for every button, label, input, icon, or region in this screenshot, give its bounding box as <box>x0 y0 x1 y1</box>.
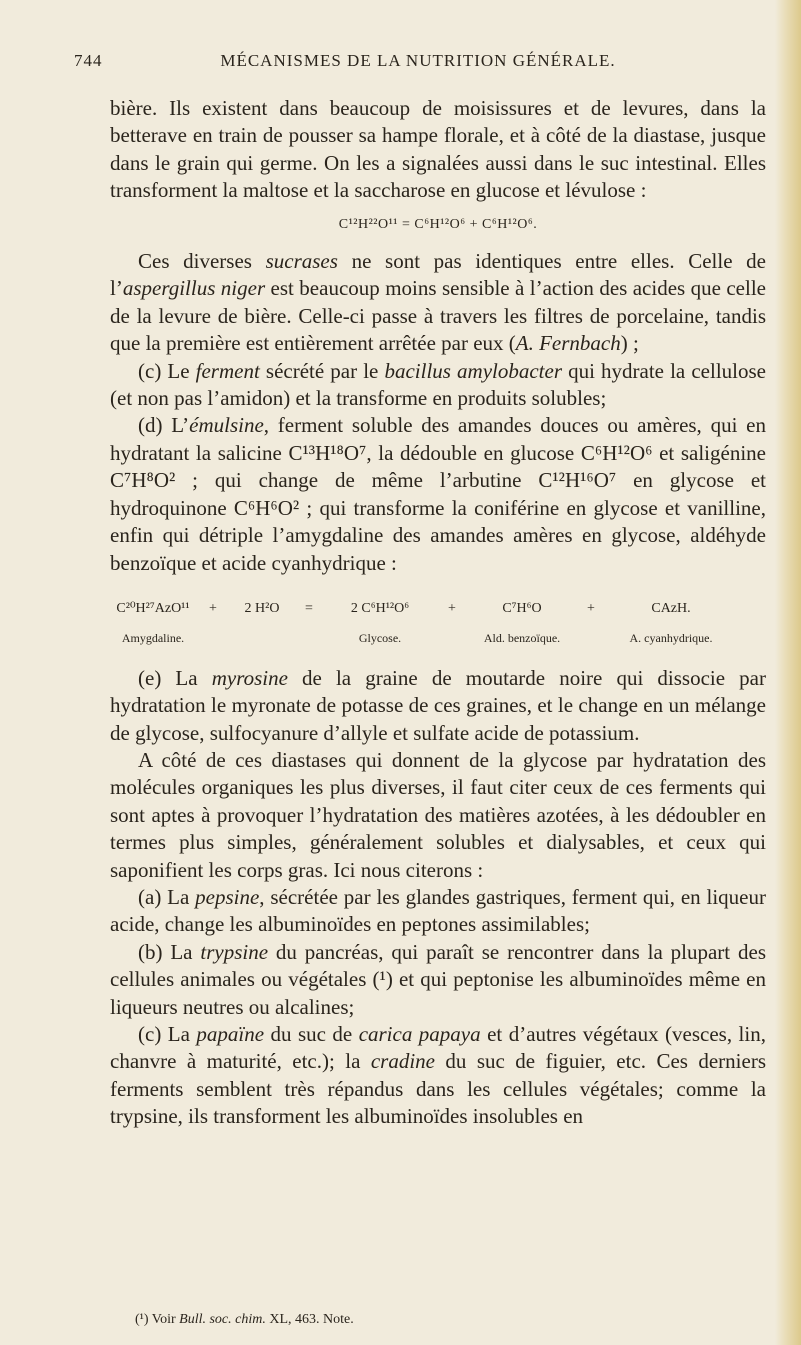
body-text <box>110 95 766 1131</box>
journal-title: Bull. soc. chim. <box>179 1312 266 1327</box>
text-run: Ces diverses <box>138 249 266 274</box>
eq-term <box>110 595 196 653</box>
formula-sucrose: C¹²H²²O¹¹ = C⁶H¹²O⁶ + C⁶H¹²O⁶. <box>338 216 538 232</box>
term-emulsine: émulsine <box>189 413 264 438</box>
text-run: , sécrétée par les glandes gastriques, ferment qui, en liqueur acide, change les albuminoïdes en peptones assimilables; <box>110 884 766 937</box>
paragraph-e-myrosine <box>110 665 766 747</box>
text-run: de la graine de moutarde noire qui dissocie par hydratation le myronate de potasse de ces graines, et le change en un mélange de glycose, sulfocyanure d’allyle et sulfate acide de potassium. <box>110 665 766 745</box>
paragraph-diastases: A côté de ces diastases qui donnent de la glycose par hydratation des molécules organiques les plus diverses, il faut citer ceux de ces ferments qui sont aptes à provoquer l’hydratation des matières azotées, à les dédoubler en termes plus simples, généralement solubles et dialysables, et ceux qui saponifient les corps gras. Ici nous citerons : <box>110 747 766 882</box>
term-ferment: ferment <box>195 358 260 383</box>
eq-operator: + <box>209 600 217 616</box>
term-sucrases: sucrases <box>265 249 338 274</box>
term-trypsine: trypsine <box>200 939 269 964</box>
equation-amygdaline <box>110 595 766 653</box>
text-run: du suc de <box>264 1022 359 1046</box>
text-run: (d) L’ <box>138 413 190 438</box>
text-run: , ferment soluble des amandes douces ou amères, qui en hydratant la salicine C¹³H¹⁸O⁷, la dédouble en glucose C⁶H¹²O⁶ et saligénine C⁷H⁸O² ; qui change de même l’arbutine C¹²H¹⁶O⁷ en glycose et hydroquinone C⁶H⁶O² ; qui transforme la coniférine en glycose et vanilline, enfin qui détriple l’amygdaline des amandes amères en glycose, aldéhyde benzoïque et acide cyanhydrique : <box>110 413 766 575</box>
term-aspergillus: aspergillus niger <box>122 276 266 301</box>
text-run: qui hydrate la cellulose (et non pas l’amidon) et la transforme en produits solubles; <box>110 358 766 411</box>
paragraph-c-papaine <box>110 1021 766 1131</box>
paragraph-1: bière. Ils existent dans beaucoup de moisissures et de levures, dans la betterave en train de pousser sa hampe florale, et à côté de la diastase, jusque dans le grain qui germe. On les a signalées aussi dans le suc intestinal. Elles transforment la maltose et la saccharose en glucose et lévulose : <box>110 96 766 203</box>
eq-formula: CAzH. <box>651 600 691 616</box>
eq-formula: C²⁰H²⁷AzO¹¹ <box>116 600 190 616</box>
text-run: (e) La <box>138 665 212 690</box>
term-carica-papaya: carica papaya <box>358 1022 481 1046</box>
text-run: et d’autres végétaux (vesces, lin, chanvre à maturité, etc.); la <box>110 1022 766 1074</box>
term-cradine: cradine <box>370 1049 435 1074</box>
paragraph-c-ferment <box>110 358 766 413</box>
footnote <box>135 1312 735 1328</box>
text-run: XL, 463. Note. <box>265 1312 354 1327</box>
term-bacillus: bacillus amylobacter <box>384 358 563 383</box>
text-run: ne sont pas identiques entre elles. Celle de l’ <box>110 249 766 301</box>
eq-term <box>606 595 736 653</box>
eq-operator: = <box>305 600 313 616</box>
author-fernbach: A. Fernbach <box>515 331 621 356</box>
running-header <box>74 51 762 75</box>
text-run: sécrété par le <box>259 358 385 383</box>
paragraph-a-pepsine <box>110 884 766 939</box>
page-edge-stain <box>775 0 801 1345</box>
text-run: (b) La <box>138 939 201 964</box>
eq-formula: 2 C⁶H¹²O⁶ <box>350 600 410 616</box>
eq-label: Glycose. <box>358 631 402 646</box>
text-run: (¹) Voir <box>135 1312 180 1327</box>
eq-label: Amygdaline. <box>121 631 185 646</box>
term-papaine: papaïne <box>196 1022 265 1046</box>
eq-label: A. cyanhydrique. <box>629 631 713 646</box>
term-pepsine: pepsine <box>195 884 260 909</box>
eq-operator: + <box>587 600 595 616</box>
paragraph-d-emulsine <box>110 412 766 576</box>
page-number: 744 <box>74 51 103 70</box>
eq-term: 2 H²O <box>244 600 280 616</box>
eq-term <box>468 595 576 653</box>
text-run: (c) La <box>138 1022 197 1046</box>
text-run: est beaucoup moins sensible à l’action des acides que celle de la levure de bière. Celle-ci passe à travers les filtres de porcelaine, tandis que la première est entièrement arrêtée par eux ( <box>110 276 766 356</box>
paragraph-sucrases <box>110 248 766 358</box>
running-title: MÉCANISMES DE LA NUTRITION GÉNÉRALE. <box>220 51 616 70</box>
text-run: (a) La <box>138 884 196 909</box>
paragraph-b-trypsine <box>110 939 766 1021</box>
eq-term <box>324 595 436 653</box>
text-run: (c) Le <box>138 358 196 383</box>
text-run: ) ; <box>620 331 639 356</box>
text-run: du suc de figuier, etc. Ces derniers ferments semblent très répandus dans les cellules végétales; comme la trypsine, ils transforment les albuminoïdes insolubles en <box>110 1049 766 1129</box>
text-run: du pancréas, qui paraît se rencontrer dans la plupart des cellules animales ou végétales (¹) et qui peptonise les albuminoïdes même en liqueurs neutres ou alcalines; <box>110 939 767 1019</box>
eq-operator: + <box>448 600 456 616</box>
eq-label: Ald. benzoïque. <box>483 631 561 646</box>
term-myrosine: myrosine <box>211 665 288 690</box>
eq-formula: C⁷H⁶O <box>502 600 542 616</box>
